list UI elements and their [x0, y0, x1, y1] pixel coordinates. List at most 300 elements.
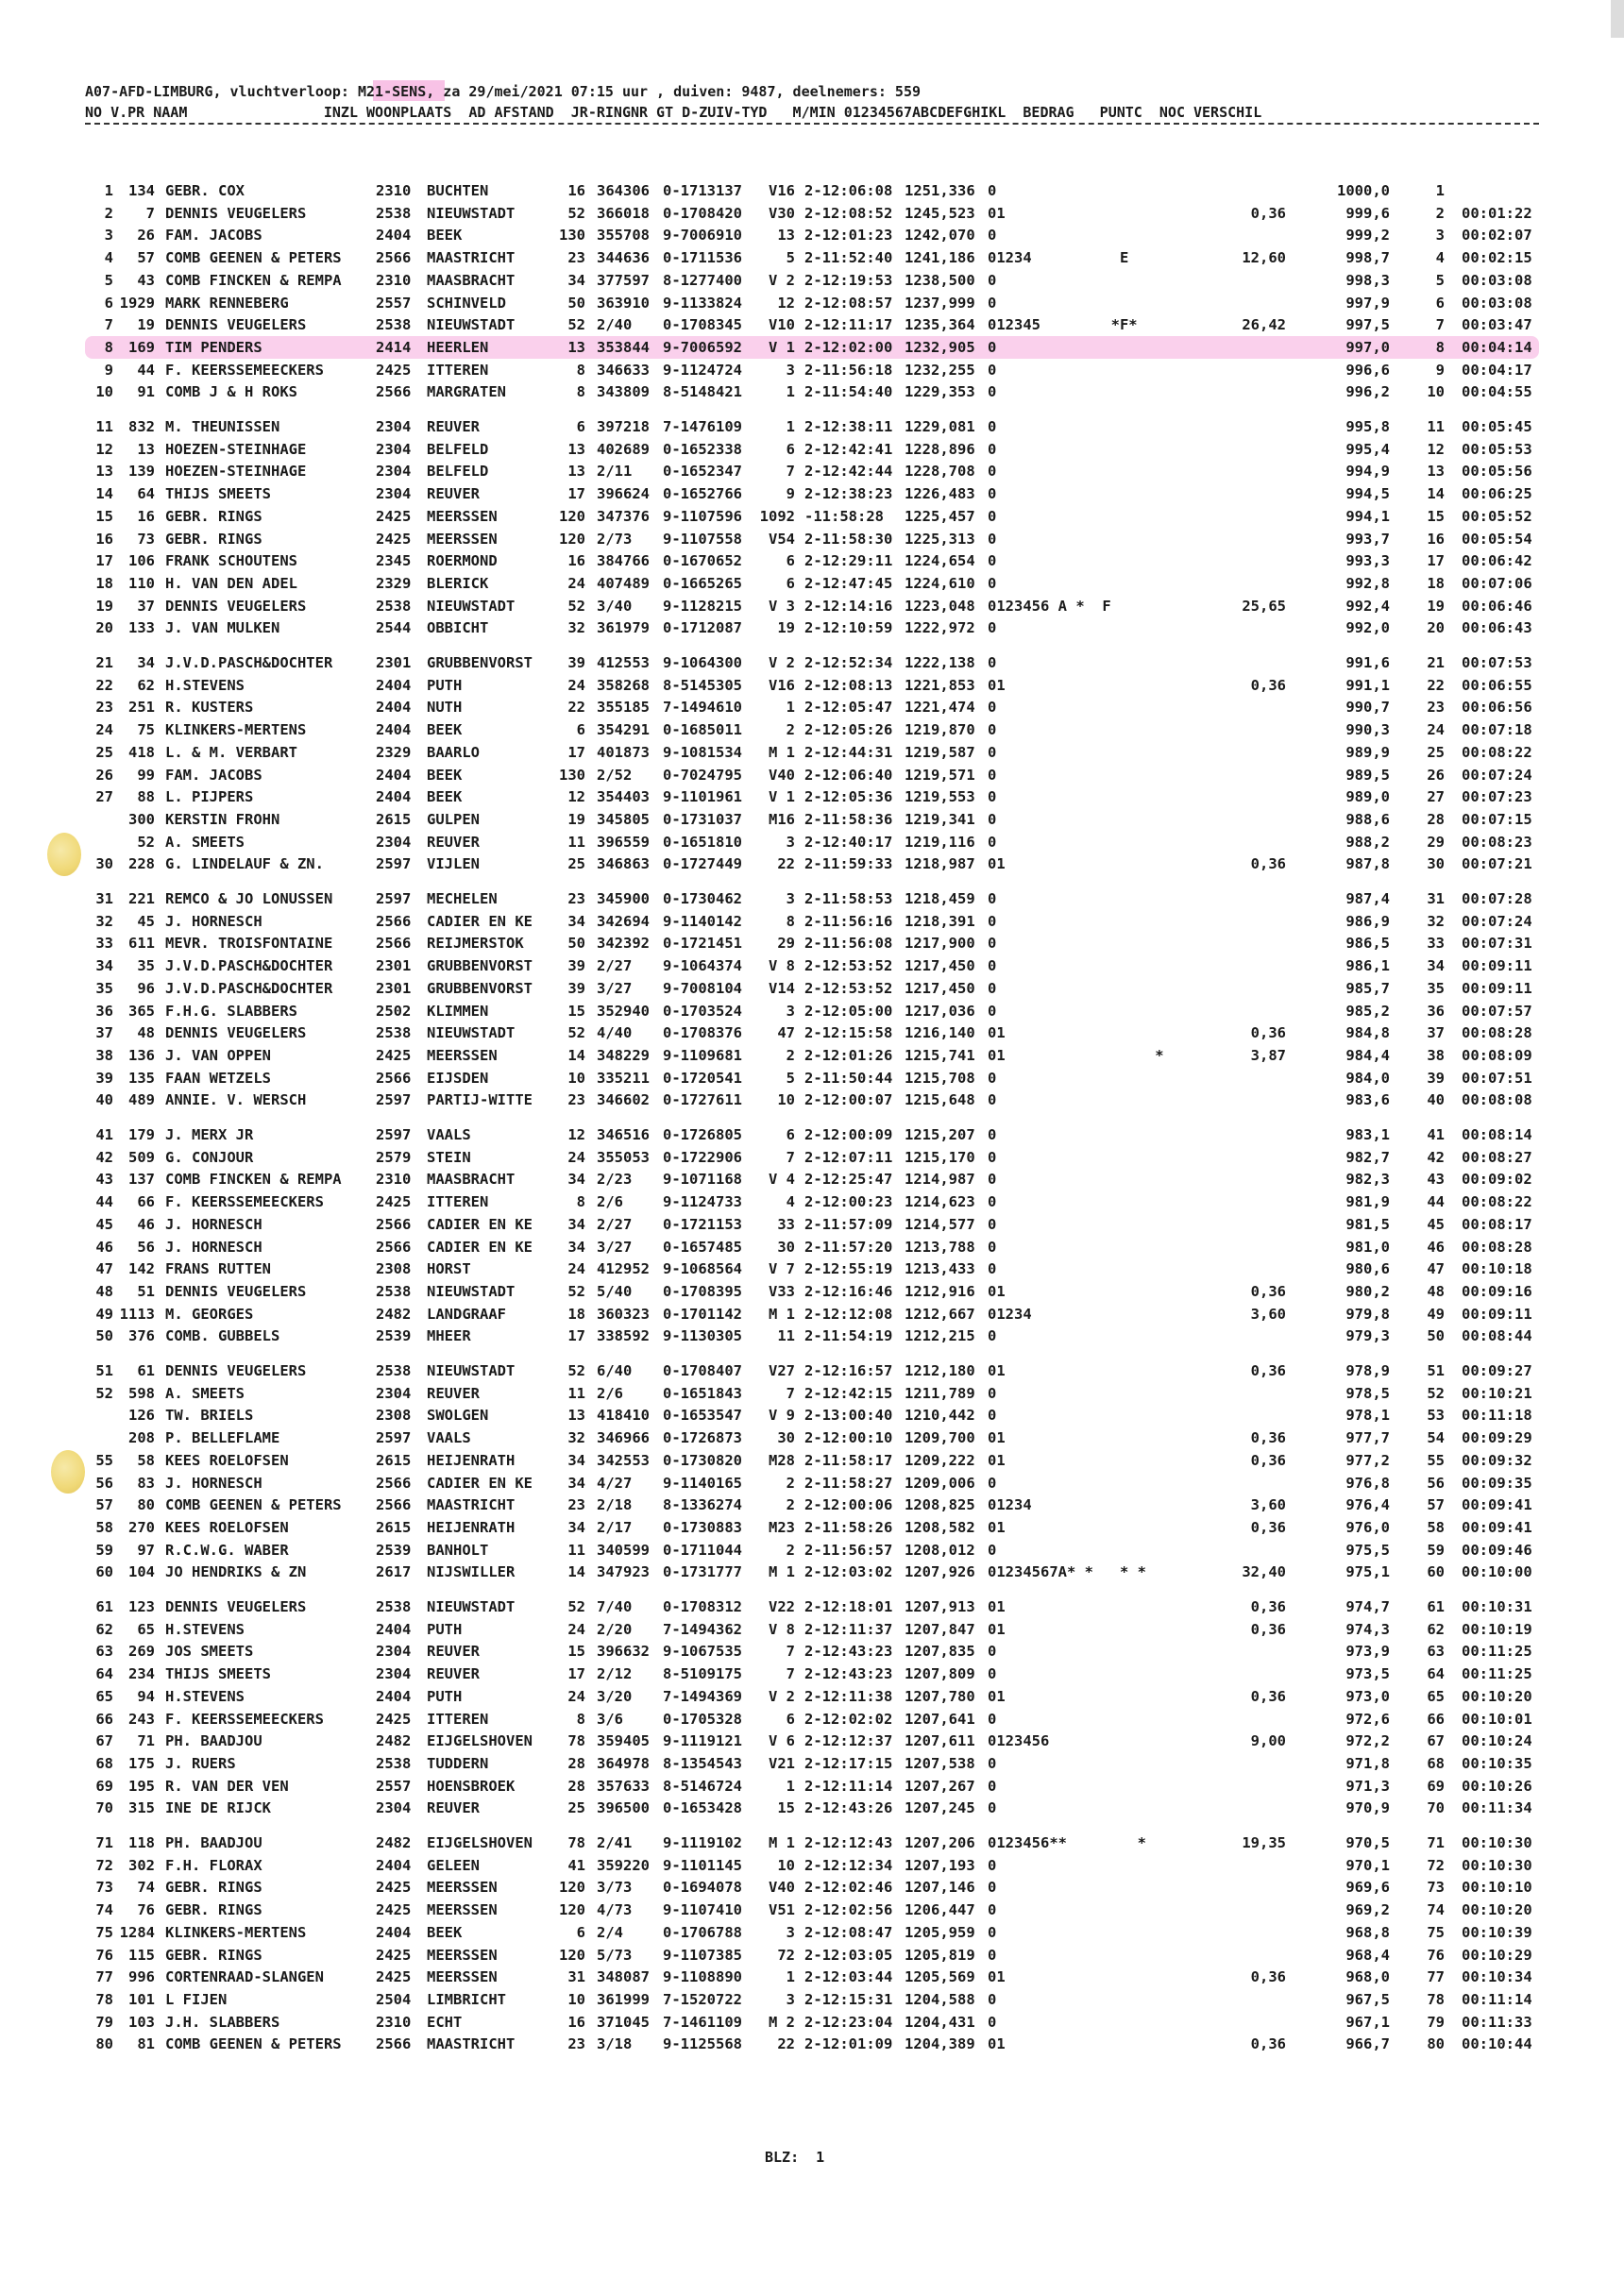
cell-naam: COMB GEENEN & PETERS — [165, 1496, 342, 1514]
cell-ring: 9-7008104 — [663, 979, 742, 997]
table-row — [0, 1797, 1624, 1819]
cell-ad: 23 — [567, 890, 585, 907]
cell-ad: 17 — [567, 743, 585, 761]
cell-inzl: 2404 — [376, 227, 412, 245]
cell-punt: 984,8 — [1345, 1024, 1390, 1042]
cell-ad: 23 — [567, 249, 585, 267]
cell-flags: 0 — [988, 271, 997, 289]
cell-woon: SWOLGEN — [427, 1407, 489, 1425]
cell-bedrag: 0,36 — [1250, 1362, 1286, 1379]
cell-vers: 00:10:00 — [1462, 1563, 1532, 1581]
cell-noc: 52 — [1427, 1384, 1445, 1402]
cell-noc: 9 — [1435, 361, 1445, 379]
cell-vers: 00:09:11 — [1462, 1305, 1532, 1323]
cell-flags: 0 — [988, 1754, 997, 1772]
cell-ring: 0-1652347 — [663, 463, 742, 481]
cell-mmin: 1224,654 — [905, 552, 975, 570]
cell-vers: 00:05:52 — [1462, 507, 1532, 525]
cell-afst: 359220 — [597, 1856, 650, 1874]
cell-noc: 54 — [1427, 1429, 1445, 1447]
report-title: A07-AFD-LIMBURG, vluchtverloop: M21-SENS, za 29/mei/2021 07:15 uur , duiven: 9487, deelnemers: 559 — [85, 83, 922, 100]
cell-gt: 6 — [786, 440, 795, 458]
cell-naam: H. VAN DEN ADEL — [165, 574, 297, 592]
cell-ad: 28 — [567, 1777, 585, 1795]
cell-flags: 0 — [988, 743, 997, 761]
cell-inzl: 2404 — [376, 721, 412, 739]
cell-tijd: 2-12:42:44 — [804, 463, 893, 481]
cell-vers: 00:09:11 — [1462, 979, 1532, 997]
cell-woon: CADIER EN KE — [427, 1215, 533, 1233]
cell-inzl: 2538 — [376, 1362, 412, 1379]
cell-mmin: 1237,999 — [905, 294, 975, 312]
cell-woon: NIEUWSTADT — [427, 1024, 516, 1042]
cell-gt: M23 — [769, 1518, 795, 1536]
cell-vpr: 65 — [137, 1620, 155, 1638]
table-row — [0, 1640, 1624, 1663]
cell-flags: 0 — [988, 1193, 997, 1211]
cell-afst: 3/27 — [597, 979, 633, 997]
cell-mmin: 1217,036 — [905, 1002, 975, 1020]
cell-vers: 00:10:30 — [1462, 1856, 1532, 1874]
cell-naam: H.STEVENS — [165, 676, 245, 694]
cell-no: 77 — [95, 1968, 113, 1986]
cell-inzl: 2425 — [376, 1193, 412, 1211]
cell-vpr: 195 — [128, 1777, 155, 1795]
cell-woon: BELFELD — [427, 463, 489, 481]
cell-noc: 43 — [1427, 1171, 1445, 1189]
cell-bedrag: 3,87 — [1250, 1046, 1286, 1064]
cell-punt: 972,6 — [1345, 1710, 1390, 1728]
cell-naam: R. KUSTERS — [165, 699, 254, 717]
cell-punt: 985,7 — [1345, 979, 1390, 997]
cell-punt: 987,8 — [1345, 855, 1390, 873]
cell-ring: 9-1107596 — [663, 507, 742, 525]
cell-inzl: 2566 — [376, 1069, 412, 1087]
cell-flags: 0123456** * — [988, 1834, 1146, 1851]
cell-tijd: 2-12:05:00 — [804, 1002, 893, 1020]
cell-ad: 41 — [567, 1856, 585, 1874]
cell-vers: 00:02:07 — [1462, 227, 1532, 245]
cell-ring: 0-1713137 — [663, 182, 742, 199]
table-row — [0, 741, 1624, 764]
cell-vers: 00:08:17 — [1462, 1215, 1532, 1233]
cell-naam: J.H. SLABBERS — [165, 2013, 280, 2031]
cell-mmin: 1209,006 — [905, 1474, 975, 1492]
cell-vers: 00:03:08 — [1462, 271, 1532, 289]
cell-mmin: 1215,708 — [905, 1069, 975, 1087]
cell-vpr: 83 — [137, 1474, 155, 1492]
cell-tijd: 2-12:12:34 — [804, 1856, 893, 1874]
cell-flags: 0 — [988, 721, 997, 739]
cell-punt: 992,4 — [1345, 597, 1390, 615]
cell-naam: J. HORNESCH — [165, 912, 262, 930]
cell-punt: 978,5 — [1345, 1384, 1390, 1402]
cell-vpr: 832 — [128, 418, 155, 435]
cell-ring: 7-1494610 — [663, 699, 742, 717]
cell-inzl: 2308 — [376, 1260, 412, 1278]
cell-vpr: 208 — [128, 1429, 155, 1447]
cell-vers: 00:09:41 — [1462, 1518, 1532, 1536]
cell-no: 41 — [95, 1126, 113, 1143]
cell-no: 20 — [95, 619, 113, 637]
cell-no: 14 — [95, 485, 113, 503]
cell-noc: 50 — [1427, 1327, 1445, 1345]
cell-woon: MARGRATEN — [427, 383, 506, 401]
cell-vpr: 43 — [137, 271, 155, 289]
table-row — [0, 1213, 1624, 1236]
cell-no: 45 — [95, 1215, 113, 1233]
cell-gt: 19 — [777, 619, 795, 637]
cell-vers: 00:06:25 — [1462, 485, 1532, 503]
cell-afst: 412952 — [597, 1260, 650, 1278]
cell-ring: 0-1712087 — [663, 619, 742, 637]
cell-ring: 9-1108890 — [663, 1968, 742, 1986]
table-row — [0, 910, 1624, 933]
cell-vers: 00:09:32 — [1462, 1451, 1532, 1469]
table-row — [0, 1685, 1624, 1708]
cell-mmin: 1207,193 — [905, 1856, 975, 1874]
cell-vers: 00:07:21 — [1462, 855, 1532, 873]
cell-no: 68 — [95, 1754, 113, 1772]
cell-mmin: 1207,641 — [905, 1710, 975, 1728]
cell-no: 17 — [95, 552, 113, 570]
cell-woon: KLIMMEN — [427, 1002, 489, 1020]
cell-naam: COMB J & H ROKS — [165, 383, 297, 401]
cell-vers: 00:06:55 — [1462, 676, 1532, 694]
cell-inzl: 2404 — [376, 1620, 412, 1638]
cell-woon: BAARLO — [427, 743, 480, 761]
cell-tijd: 2-12:23:04 — [804, 2013, 893, 2031]
cell-vers: 00:11:25 — [1462, 1643, 1532, 1661]
cell-vers: 00:09:11 — [1462, 957, 1532, 975]
cell-ring: 9-1107410 — [663, 1901, 742, 1919]
table-row — [0, 460, 1624, 482]
cell-bedrag: 0,36 — [1250, 1518, 1286, 1536]
cell-gt: 12 — [777, 294, 795, 312]
cell-naam: DENNIS VEUGELERS — [165, 1362, 307, 1379]
cell-vers: 00:10:35 — [1462, 1754, 1532, 1772]
cell-flags: 0 — [988, 463, 997, 481]
cell-inzl: 2304 — [376, 1384, 412, 1402]
cell-woon: HEIJENRATH — [427, 1451, 516, 1469]
cell-afst: 396500 — [597, 1799, 650, 1817]
cell-tijd: 2-13:00:40 — [804, 1407, 893, 1425]
cell-ring: 0-1670652 — [663, 552, 742, 570]
cell-inzl: 2304 — [376, 485, 412, 503]
cell-woon: BANHOLT — [427, 1541, 489, 1559]
cell-tijd: 2-12:12:08 — [804, 1305, 893, 1323]
cell-flags: 0 — [988, 1990, 997, 2008]
cell-noc: 34 — [1427, 957, 1445, 975]
table-row — [0, 954, 1624, 977]
cell-flags: 0 — [988, 1327, 997, 1345]
cell-afst: 342392 — [597, 935, 650, 953]
cell-afst: 347923 — [597, 1563, 650, 1581]
cell-vpr: 251 — [128, 699, 155, 717]
cell-inzl: 2301 — [376, 979, 412, 997]
cell-naam: F. KEERSSEMEECKERS — [165, 1193, 324, 1211]
cell-mmin: 1217,450 — [905, 979, 975, 997]
cell-ad: 12 — [567, 1126, 585, 1143]
cell-ad: 52 — [567, 1024, 585, 1042]
cell-woon: MEERSSEN — [427, 1046, 498, 1064]
cell-bedrag: 0,36 — [1250, 1598, 1286, 1615]
cell-ad: 16 — [567, 2013, 585, 2031]
cell-vers: 00:07:23 — [1462, 788, 1532, 806]
cell-no: 73 — [95, 1879, 113, 1897]
cell-ad: 8 — [576, 383, 585, 401]
cell-noc: 29 — [1427, 833, 1445, 851]
cell-ad: 15 — [567, 1002, 585, 1020]
cell-woon: MEERSSEN — [427, 1879, 498, 1897]
cell-vers: 00:07:31 — [1462, 935, 1532, 953]
cell-woon: GULPEN — [427, 810, 480, 828]
cell-ad: 18 — [567, 1305, 585, 1323]
cell-woon: MEERSSEN — [427, 1968, 498, 1986]
table-row — [0, 269, 1624, 292]
cell-gt: 1 — [786, 1968, 795, 1986]
cell-inzl: 2482 — [376, 1732, 412, 1750]
cell-inzl: 2557 — [376, 1777, 412, 1795]
cell-vers: 00:04:17 — [1462, 361, 1532, 379]
cell-mmin: 1217,900 — [905, 935, 975, 953]
cell-flags: 0 — [988, 1002, 997, 1020]
cell-woon: REUVER — [427, 833, 480, 851]
cell-mmin: 1211,789 — [905, 1384, 975, 1402]
cell-vpr: 118 — [128, 1834, 155, 1851]
cell-inzl: 2310 — [376, 182, 412, 199]
cell-vers: 00:07:53 — [1462, 654, 1532, 671]
cell-naam: F.H. FLORAX — [165, 1856, 262, 1874]
cell-gt: V22 — [769, 1598, 795, 1615]
cell-no: 66 — [95, 1710, 113, 1728]
cell-gt: V33 — [769, 1282, 795, 1300]
table-row — [0, 359, 1624, 381]
cell-vers: 00:10:29 — [1462, 1946, 1532, 1964]
cell-flags: 0 — [988, 383, 997, 401]
cell-inzl: 2538 — [376, 1024, 412, 1042]
cell-no: 24 — [95, 721, 113, 739]
cell-gt: M 1 — [769, 1305, 795, 1323]
cell-tijd: 2-12:00:07 — [804, 1091, 893, 1109]
cell-inzl: 2310 — [376, 1171, 412, 1189]
cell-gt: M 2 — [769, 2013, 795, 2031]
cell-inzl: 2538 — [376, 1754, 412, 1772]
cell-noc: 24 — [1427, 721, 1445, 739]
cell-gt: 30 — [777, 1429, 795, 1447]
cell-flags: 01 — [988, 1518, 1006, 1536]
cell-noc: 70 — [1427, 1799, 1445, 1817]
cell-ring: 9-1101961 — [663, 788, 742, 806]
cell-no: 18 — [95, 574, 113, 592]
cell-punt: 978,1 — [1345, 1407, 1390, 1425]
table-row — [0, 1899, 1624, 1921]
cell-no: 40 — [95, 1091, 113, 1109]
cell-afst: 384766 — [597, 552, 650, 570]
cell-bedrag: 26,42 — [1242, 316, 1286, 334]
cell-gt: 5 — [786, 249, 795, 267]
cell-gt: V 1 — [769, 338, 795, 356]
cell-no: 65 — [95, 1687, 113, 1705]
table-row — [0, 246, 1624, 269]
cell-noc: 73 — [1427, 1879, 1445, 1897]
cell-mmin: 1208,582 — [905, 1518, 975, 1536]
cell-vpr: 418 — [128, 743, 155, 761]
cell-no: 60 — [95, 1563, 113, 1581]
cell-woon: PARTIJ-WITTE — [427, 1091, 533, 1109]
cell-ring: 9-1133824 — [663, 294, 742, 312]
cell-vpr: 135 — [128, 1069, 155, 1087]
cell-ad: 14 — [567, 1563, 585, 1581]
cell-tijd: 2-11:56:08 — [804, 935, 893, 953]
cell-mmin: 1212,667 — [905, 1305, 975, 1323]
cell-ad: 6 — [576, 418, 585, 435]
cell-ring: 9-1125568 — [663, 2035, 742, 2053]
cell-tijd: 2-12:12:37 — [804, 1732, 893, 1750]
cell-vers: 00:06:46 — [1462, 597, 1532, 615]
cell-noc: 28 — [1427, 810, 1445, 828]
cell-no: 59 — [95, 1541, 113, 1559]
cell-noc: 10 — [1427, 383, 1445, 401]
cell-punt: 995,4 — [1345, 440, 1390, 458]
table-row — [0, 1832, 1624, 1854]
cell-inzl: 2404 — [376, 676, 412, 694]
cell-afst: 346966 — [597, 1429, 650, 1447]
cell-tijd: 2-12:17:15 — [804, 1754, 893, 1772]
cell-naam: MARK RENNEBERG — [165, 294, 289, 312]
cell-ring: 9-1064300 — [663, 654, 742, 671]
cell-noc: 16 — [1427, 530, 1445, 548]
cell-punt: 991,6 — [1345, 654, 1390, 671]
cell-naam: G. LINDELAUF & ZN. — [165, 855, 324, 873]
cell-woon: REUVER — [427, 1643, 480, 1661]
cell-flags: 0 — [988, 418, 997, 435]
cell-flags: 01 — [988, 2035, 1006, 2053]
cell-no: 63 — [95, 1643, 113, 1661]
cell-naam: TIM PENDERS — [165, 338, 262, 356]
cell-mmin: 1219,870 — [905, 721, 975, 739]
cell-afst: 345805 — [597, 810, 650, 828]
cell-woon: REUVER — [427, 1799, 480, 1817]
cell-flags: 0 — [988, 485, 997, 503]
cell-naam: GEBR. RINGS — [165, 507, 262, 525]
cell-punt: 994,5 — [1345, 485, 1390, 503]
cell-noc: 78 — [1427, 1990, 1445, 2008]
cell-vpr: 45 — [137, 912, 155, 930]
cell-vpr: 123 — [128, 1598, 155, 1615]
cell-ring: 9-1068564 — [663, 1260, 742, 1278]
cell-flags: 0 — [988, 654, 997, 671]
cell-vers: 00:09:41 — [1462, 1496, 1532, 1514]
cell-noc: 26 — [1427, 766, 1445, 784]
cell-vpr: 96 — [137, 979, 155, 997]
cell-no: 5 — [104, 271, 113, 289]
cell-vers: 00:10:31 — [1462, 1598, 1532, 1615]
cell-gt: 3 — [786, 833, 795, 851]
cell-punt: 987,4 — [1345, 890, 1390, 907]
cell-woon: BUCHTEN — [427, 182, 489, 199]
cell-ring: 0-1653428 — [663, 1799, 742, 1817]
cell-ad: 50 — [567, 935, 585, 953]
cell-flags: 0 — [988, 182, 997, 199]
header-divider — [85, 123, 1539, 125]
cell-mmin: 1228,708 — [905, 463, 975, 481]
cell-noc: 31 — [1427, 890, 1445, 907]
cell-punt: 976,4 — [1345, 1496, 1390, 1514]
cell-flags: 0 — [988, 1923, 997, 1941]
cell-vpr: 300 — [128, 810, 155, 828]
cell-vpr: 269 — [128, 1643, 155, 1661]
cell-inzl: 2310 — [376, 2013, 412, 2031]
cell-naam: A. SMEETS — [165, 1384, 245, 1402]
cell-vpr: 115 — [128, 1946, 155, 1964]
cell-bedrag: 0,36 — [1250, 2035, 1286, 2053]
cell-flags: 0 — [988, 935, 997, 953]
cell-gt: 1 — [786, 699, 795, 717]
cell-afst: 355708 — [597, 227, 650, 245]
cell-ring: 0-1721451 — [663, 935, 742, 953]
cell-gt: 1 — [786, 1777, 795, 1795]
cell-no: 55 — [95, 1451, 113, 1469]
cell-noc: 14 — [1427, 485, 1445, 503]
cell-naam: KEES ROELOFSEN — [165, 1451, 289, 1469]
cell-noc: 61 — [1427, 1598, 1445, 1615]
cell-ad: 39 — [567, 957, 585, 975]
cell-flags: 0 — [988, 2013, 997, 2031]
cell-naam: COMB GEENEN & PETERS — [165, 249, 342, 267]
cell-afst: 396632 — [597, 1643, 650, 1661]
cell-noc: 27 — [1427, 788, 1445, 806]
cell-mmin: 1229,081 — [905, 418, 975, 435]
cell-ad: 24 — [567, 574, 585, 592]
cell-flags: 01234 — [988, 1496, 1032, 1514]
cell-gt: 3 — [786, 1990, 795, 2008]
scan-edge-mark — [1611, 0, 1624, 38]
cell-vers: 00:06:42 — [1462, 552, 1532, 570]
cell-noc: 77 — [1427, 1968, 1445, 1986]
cell-naam: H.STEVENS — [165, 1620, 245, 1638]
cell-punt: 997,5 — [1345, 316, 1390, 334]
cell-naam: GEBR. RINGS — [165, 530, 262, 548]
cell-ad: 11 — [567, 1384, 585, 1402]
table-row — [0, 808, 1624, 831]
cell-noc: 5 — [1435, 271, 1445, 289]
cell-punt: 975,5 — [1345, 1541, 1390, 1559]
cell-ad: 32 — [567, 1429, 585, 1447]
cell-gt: 11 — [777, 1327, 795, 1345]
cell-afst: 2/23 — [597, 1171, 633, 1189]
cell-vpr: 126 — [128, 1407, 155, 1425]
cell-ring: 0-1708376 — [663, 1024, 742, 1042]
cell-mmin: 1218,987 — [905, 855, 975, 873]
table-row — [0, 785, 1624, 808]
cell-afst: 354403 — [597, 788, 650, 806]
cell-mmin: 1205,959 — [905, 1923, 975, 1941]
cell-vpr: 509 — [128, 1148, 155, 1166]
cell-mmin: 1216,140 — [905, 1024, 975, 1042]
table-row — [0, 674, 1624, 697]
cell-flags: 01 — [988, 1598, 1006, 1615]
cell-inzl: 2404 — [376, 766, 412, 784]
cell-ring: 0-1711044 — [663, 1541, 742, 1559]
cell-gt: 1 — [786, 383, 795, 401]
cell-vers: 00:07:57 — [1462, 1002, 1532, 1020]
cell-afst: 7/40 — [597, 1598, 633, 1615]
cell-flags: 01 — [988, 1620, 1006, 1638]
cell-noc: 59 — [1427, 1541, 1445, 1559]
cell-noc: 64 — [1427, 1665, 1445, 1683]
cell-gt: 10 — [777, 1856, 795, 1874]
